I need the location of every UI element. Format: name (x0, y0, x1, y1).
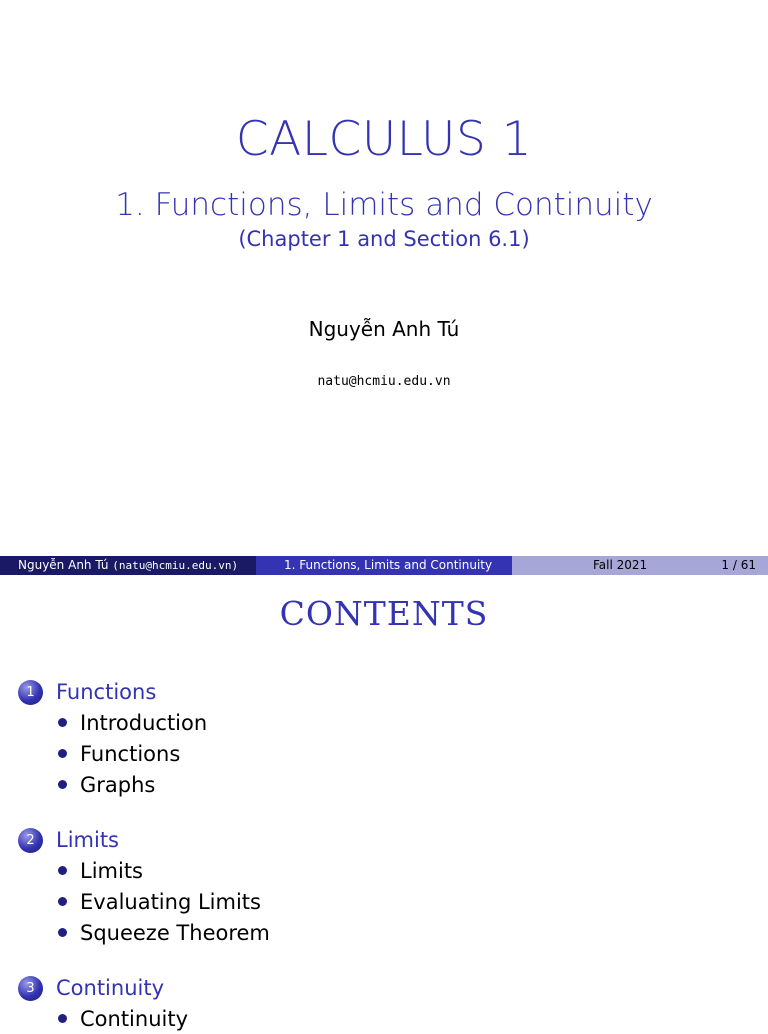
section-label[interactable]: Limits (56, 828, 119, 852)
bullet-icon (58, 897, 67, 906)
bullet-icon (58, 780, 67, 789)
bullet-icon (58, 718, 67, 727)
footer-page-number: 1 / 61 (721, 558, 756, 572)
footer-author-section (0, 556, 256, 575)
section-label[interactable]: Functions (56, 680, 157, 704)
footer-term: Fall 2021 (593, 558, 648, 572)
footer-topic: 1. Functions, Limits and Continuity (256, 556, 512, 575)
toc-section-continuity[interactable] (18, 973, 188, 1034)
subsection-label: Functions (80, 741, 181, 766)
section-number-ball: 2 (18, 828, 43, 853)
toc-subsection[interactable] (18, 917, 270, 948)
slide-title: CALCULUS 1 (235, 112, 533, 167)
subsection-label: Squeeze Theorem (80, 920, 270, 945)
footer-author: Nguyễn Anh Tú (18, 558, 109, 572)
section-number-ball: 1 (18, 680, 43, 705)
toc-section-functions[interactable] (18, 677, 207, 800)
toc-subsection[interactable] (18, 769, 207, 800)
subsection-label: Introduction (80, 710, 208, 735)
subsection-label: Evaluating Limits (80, 889, 261, 914)
author-email: natu@hcmiu.edu.vn (317, 374, 451, 389)
toc-subsection[interactable] (18, 1003, 188, 1034)
slide-footer (0, 556, 768, 575)
footer-email: (natu@hcmiu.edu.vn) (112, 559, 239, 572)
toc-subsection[interactable] (18, 886, 270, 917)
toc-subsection[interactable] (18, 855, 270, 886)
section-number-ball: 3 (18, 976, 43, 1001)
contents-slide (0, 576, 768, 1031)
section-label[interactable]: Continuity (56, 976, 165, 1000)
bullet-icon (58, 749, 67, 758)
chapter-reference: (Chapter 1 and Section 6.1) (238, 227, 530, 251)
subsection-label: Limits (80, 858, 143, 883)
slide-subtitle: 1. Functions, Limits and Continuity (115, 187, 653, 223)
contents-title: CONTENTS (279, 594, 489, 633)
toc-subsection[interactable] (18, 738, 207, 769)
bullet-icon (58, 928, 67, 937)
bullet-icon (58, 866, 67, 875)
toc-subsection[interactable] (18, 707, 207, 738)
footer-info-section (512, 556, 768, 575)
bullet-icon (58, 1014, 67, 1023)
author-name: Nguyễn Anh Tú (308, 317, 460, 341)
toc-section-limits[interactable] (18, 825, 270, 948)
subsection-label: Graphs (80, 772, 156, 797)
subsection-label: Continuity (80, 1006, 189, 1031)
